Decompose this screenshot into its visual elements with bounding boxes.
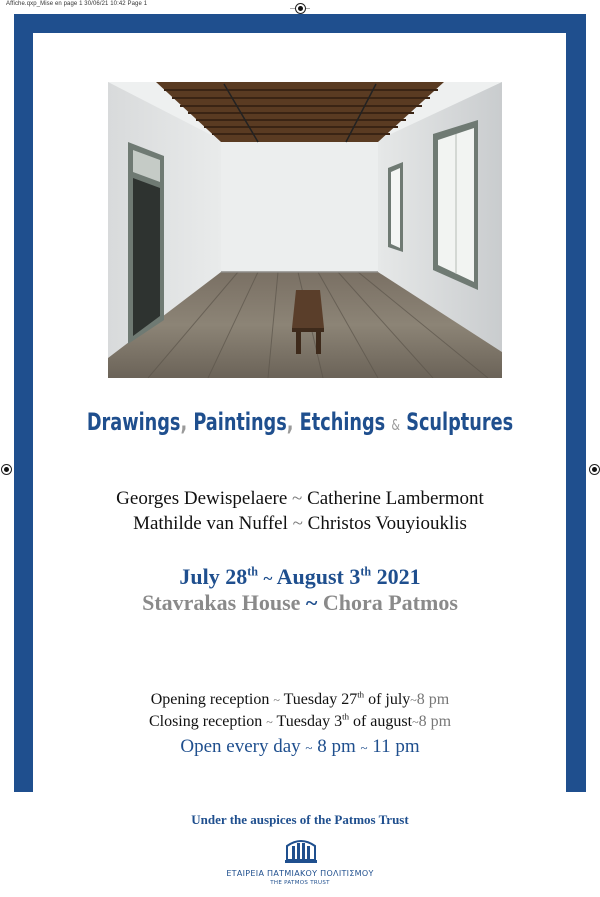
auspices-text: Under the auspices of the Patmos Trust xyxy=(191,812,409,827)
print-header: Affiche.qxp_Mise en page 1 30/06/21 10:42 Page 1 xyxy=(6,1,148,7)
date-end: August 3 xyxy=(276,564,361,589)
title-comma-1: , xyxy=(180,408,188,436)
artist-separator: ~ xyxy=(292,513,303,534)
closing-reception xyxy=(0,713,600,731)
artists-line-1 xyxy=(0,488,600,510)
title-comma-2: , xyxy=(286,408,294,436)
date-start-suffix: th xyxy=(247,564,258,579)
date-year: 2021 xyxy=(376,564,421,589)
venue-place: Stavrakas House xyxy=(142,590,301,615)
artist-1: Georges Dewispelaere xyxy=(116,488,288,509)
artist-separator: ~ xyxy=(292,488,303,509)
open-separator-1: ~ xyxy=(305,740,313,755)
artist-2: Catherine Lambermont xyxy=(307,488,484,509)
exhibition-title xyxy=(54,408,546,436)
closing-month: of august xyxy=(352,713,413,730)
patmos-trust-logo xyxy=(284,836,318,866)
registration-mark-right xyxy=(589,464,600,475)
opening-day: Tuesday 27 xyxy=(283,691,358,708)
closing-time: 8 pm xyxy=(418,713,452,730)
opening-time-separator: ~ xyxy=(410,693,417,707)
opening-day-suffix: th xyxy=(357,689,365,700)
opening-hours xyxy=(0,736,600,758)
org-name-english: THE PATMOS TRUST xyxy=(270,880,330,886)
opening-separator: ~ xyxy=(273,693,280,707)
title-drawings: Drawings xyxy=(86,408,181,436)
closing-label: Closing reception xyxy=(148,713,263,730)
venue xyxy=(0,590,600,616)
org-name-greek: ΕΤΑΙΡΕΙΑ ΠΑΤΜΙΑΚΟΥ ΠΟΛΙΤΙΣΜΟΥ xyxy=(226,869,374,878)
venue-separator: ~ xyxy=(305,590,318,615)
opening-time: 8 pm xyxy=(416,691,450,708)
closing-day: Tuesday 3 xyxy=(276,713,343,730)
registration-mark-top xyxy=(295,3,306,14)
exhibition-dates xyxy=(0,564,600,590)
artist-4: Christos Vouyiouklis xyxy=(307,513,467,534)
title-etchings: Etchings xyxy=(299,408,386,436)
open-label: Open every day xyxy=(180,736,301,757)
closing-separator: ~ xyxy=(266,715,273,729)
room-photo xyxy=(108,82,502,378)
title-paintings: Paintings xyxy=(193,408,287,436)
venue-town: Chora Patmos xyxy=(322,590,458,615)
artist-3: Mathilde van Nuffel xyxy=(133,513,288,534)
title-ampersand: & xyxy=(391,416,401,434)
closing-time-separator: ~ xyxy=(412,715,419,729)
title-sculptures: Sculptures xyxy=(406,408,514,436)
closing-day-suffix: th xyxy=(342,711,349,722)
date-start: July 28 xyxy=(179,564,248,589)
open-separator-2: ~ xyxy=(360,740,368,755)
registration-mark-left xyxy=(1,464,12,475)
artists-line-2 xyxy=(0,513,600,535)
opening-month: of july xyxy=(368,691,411,708)
date-end-suffix: th xyxy=(360,564,372,579)
opening-label: Opening reception xyxy=(150,691,270,708)
opening-reception xyxy=(0,691,600,709)
open-from: 8 pm xyxy=(317,736,356,757)
date-separator: ~ xyxy=(263,569,273,588)
open-to: 11 pm xyxy=(372,736,420,757)
